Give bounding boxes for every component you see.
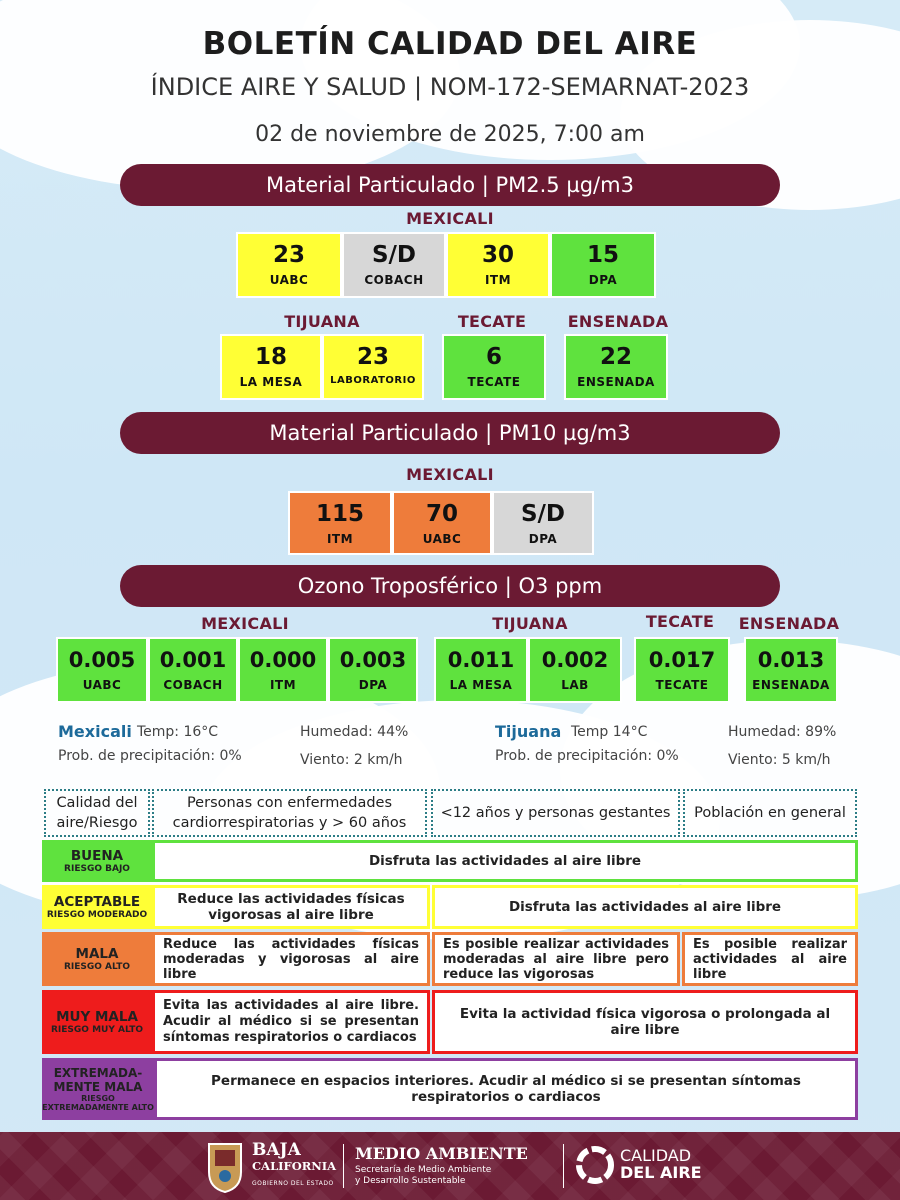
ma-title: MEDIO AMBIENTE	[355, 1144, 528, 1163]
bulletin-datetime: 02 de noviembre de 2025, 7:00 am	[255, 122, 645, 147]
table-header-general: Población en general	[683, 789, 857, 837]
bc-line1: BAJA	[252, 1140, 301, 1160]
o3-station-itm: 0.000 ITM	[238, 637, 328, 703]
weather-mexicali-wind: Viento: 2 km/h	[300, 752, 403, 768]
pm25-banner: Material Particulado | PM2.5 µg/m3	[120, 164, 780, 206]
baja-california-seal-icon	[205, 1138, 245, 1194]
weather-tijuana-temp: Temp 14°C	[571, 724, 648, 740]
table-row: Reduce las actividades físicas vigorosas al aire libre	[152, 885, 430, 929]
bc-line3: GOBIERNO DEL ESTADO	[252, 1180, 334, 1187]
weather-tijuana-precip: Prob. de precipitación: 0%	[495, 748, 679, 764]
table-row: Disfruta las actividades al aire libre	[432, 885, 858, 929]
table-row: Evita las actividades al aire libre. Acudir al médico si se presentan síntomas respiratorios o cardiacos	[152, 990, 430, 1054]
weather-mexicali-humidity: Humedad: 44%	[300, 724, 409, 740]
pm25-station-dpa: 15 DPA	[550, 232, 656, 298]
level-extremadamente-mala: EXTREMADA-MENTE MALA RIESGO EXTREMADAMENTE ALTO	[42, 1058, 154, 1120]
o3-tijuana-label: TIJUANA	[492, 614, 568, 633]
o3-station-cobach: 0.001 COBACH	[148, 637, 238, 703]
level-mala: MALA RIESGO ALTO	[42, 932, 152, 986]
calidad-aire-logo-icon	[576, 1146, 614, 1184]
weather-tijuana-wind: Viento: 5 km/h	[728, 752, 831, 768]
table-row: Es posible realizar actividades moderadas al aire libre pero reduce las vigorosas	[432, 932, 680, 986]
pm25-ensenada-label: ENSENADA	[567, 312, 669, 331]
pm10-mexicali-label: MEXICALI	[406, 465, 494, 484]
table-row: Disfruta las actividades al aire libre	[152, 840, 858, 882]
ca-line1: CALIDAD	[620, 1146, 692, 1165]
o3-station-ensenada: 0.013 ENSENADA	[744, 637, 838, 703]
o3-station-lab: 0.002 LAB	[528, 637, 622, 703]
footer-divider	[343, 1144, 344, 1188]
o3-station-tecate: 0.017 TECATE	[634, 637, 730, 703]
weather-mexicali-temp: Temp: 16°C	[137, 724, 219, 740]
table-row: Evita la actividad física vigorosa o prolongada al aire libre	[432, 990, 858, 1054]
pm25-tecate-label: TECATE	[457, 312, 527, 331]
ma-sub1: Secretaría de Medio Ambiente	[355, 1165, 492, 1175]
page-subtitle: ÍNDICE AIRE Y SALUD | NOM-172-SEMARNAT-2023	[150, 73, 750, 101]
pm25-station-ensenada: 22 ENSENADA	[564, 334, 668, 400]
o3-ensenada-label: ENSENADA	[738, 614, 840, 633]
pm25-mexicali-label: MEXICALI	[406, 209, 494, 228]
level-aceptable: ACEPTABLE RIESGO MODERADO	[42, 885, 152, 929]
table-header-cardio: Personas con enfermedades cardiorrespiratorias y > 60 años	[152, 789, 427, 837]
o3-station-dpa: 0.003 DPA	[328, 637, 418, 703]
pm25-tijuana-label: TIJUANA	[284, 312, 360, 331]
ca-line2: DEL AIRE	[620, 1163, 702, 1182]
pm25-station-cobach: S/D COBACH	[342, 232, 446, 298]
footer	[0, 1132, 900, 1200]
table-header-risk: Calidad del aire/Riesgo	[44, 789, 150, 837]
table-row: Es posible realizar actividades al aire libre	[682, 932, 858, 986]
ma-sub2: y Desarrollo Sustentable	[355, 1176, 466, 1186]
pm25-station-uabc: 23 UABC	[236, 232, 342, 298]
table-row: Reduce las actividades físicas moderadas y vigorosas al aire libre	[152, 932, 430, 986]
level-muy-mala: MUY MALA RIESGO MUY ALTO	[42, 990, 152, 1054]
o3-station-uabc: 0.005 UABC	[56, 637, 148, 703]
pm25-station-tecate: 6 TECATE	[442, 334, 546, 400]
o3-station-la-mesa: 0.011 LA MESA	[434, 637, 528, 703]
pm25-station-itm: 30 ITM	[446, 232, 550, 298]
level-buena: BUENA RIESGO BAJO	[42, 840, 152, 882]
bc-line2: CALIFORNIA	[252, 1159, 337, 1173]
page-title: BOLETÍN CALIDAD DEL AIRE	[202, 26, 698, 62]
pm10-station-dpa: S/D DPA	[492, 491, 594, 555]
o3-tecate-label: TECATE	[645, 612, 715, 631]
pm25-station-la-mesa: 18 LA MESA	[220, 334, 322, 400]
pm10-banner: Material Particulado | PM10 µg/m3	[120, 412, 780, 454]
table-row: Permanece en espacios interiores. Acudir al médico si se presentan síntomas respiratorios o cardiacos	[154, 1058, 858, 1120]
o3-banner: Ozono Troposférico | O3 ppm	[120, 565, 780, 607]
weather-tijuana-city: Tijuana	[495, 722, 562, 741]
pm10-station-uabc: 70 UABC	[392, 491, 492, 555]
o3-mexicali-label: MEXICALI	[201, 614, 289, 633]
pm10-station-itm: 115 ITM	[288, 491, 392, 555]
weather-tijuana-humidity: Humedad: 89%	[728, 724, 837, 740]
pm25-station-laboratorio: 23 LABORATORIO	[322, 334, 424, 400]
footer-divider	[563, 1144, 564, 1188]
weather-mexicali-precip: Prob. de precipitación: 0%	[58, 748, 242, 764]
weather-mexicali-city: Mexicali	[58, 722, 132, 741]
table-header-children: <12 años y personas gestantes	[431, 789, 680, 837]
